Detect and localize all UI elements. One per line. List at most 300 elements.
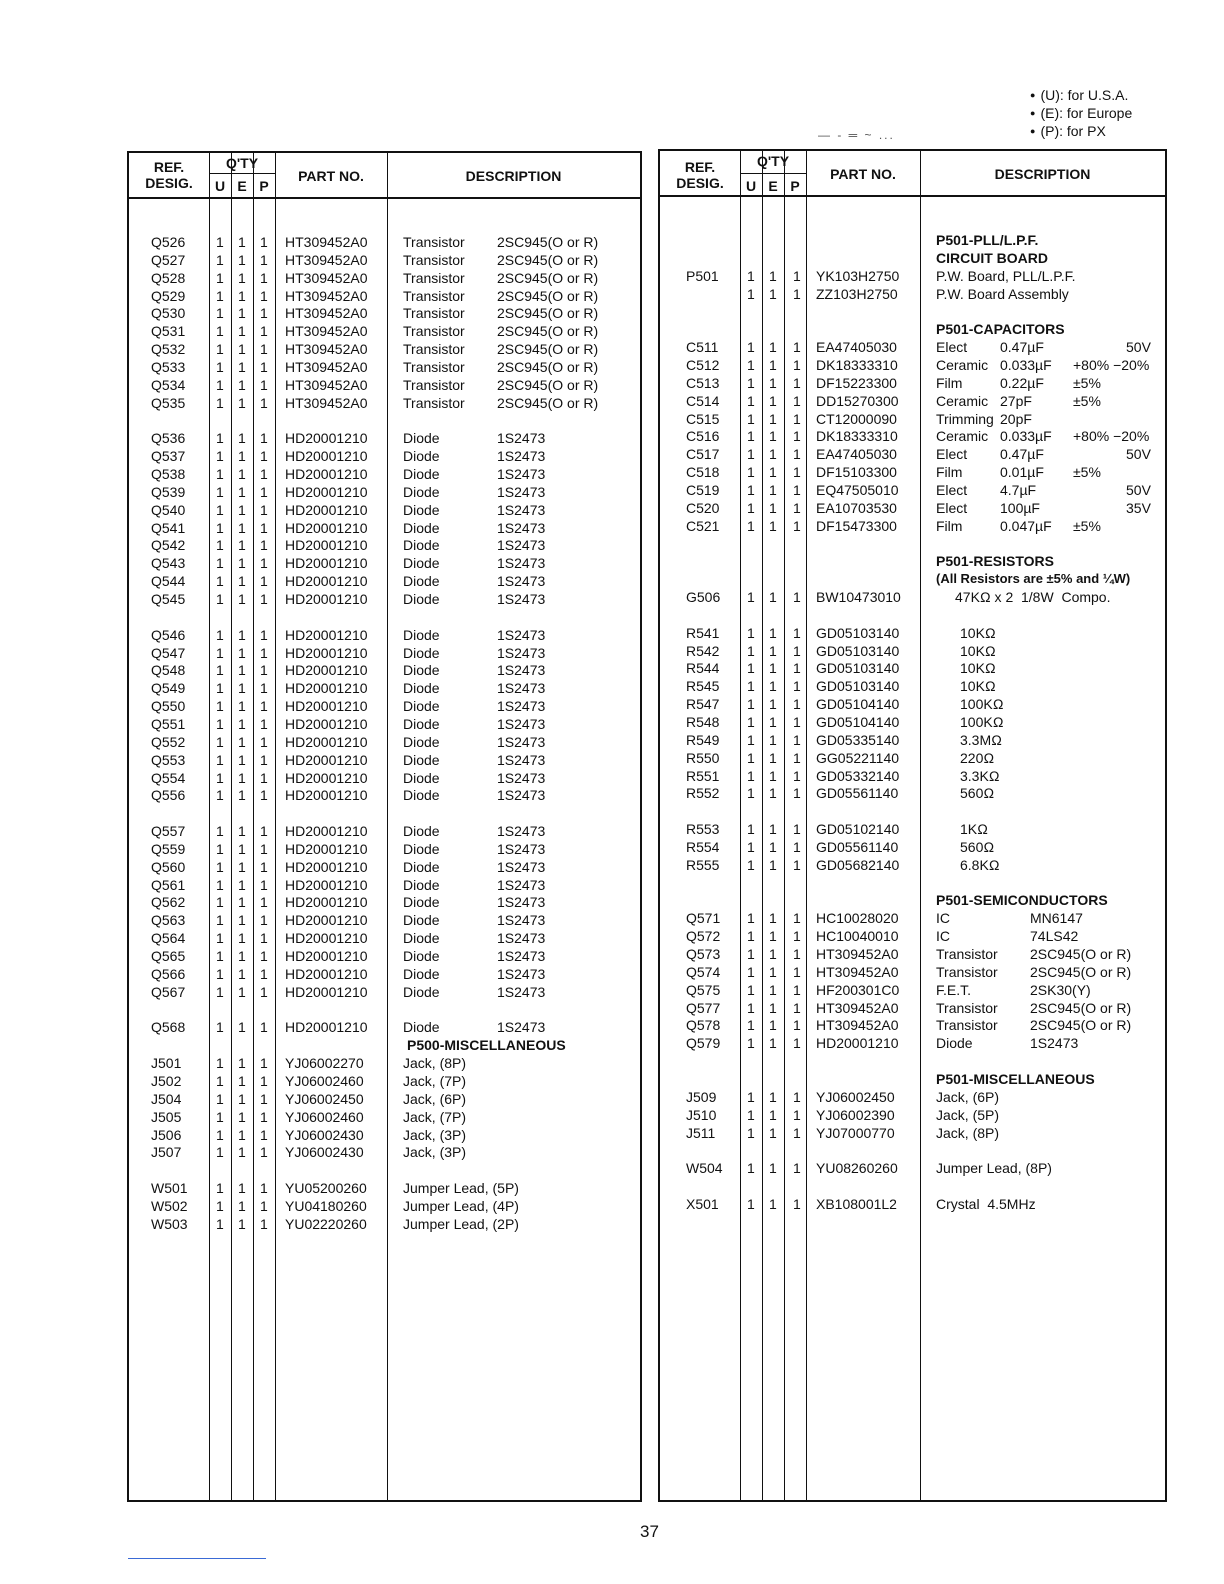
table-row [129, 1215, 640, 1233]
qty-p: 1 [793, 267, 801, 284]
description: Transistor [403, 341, 465, 358]
description: Jack, (8P) [936, 1124, 1000, 1141]
part-no: HD20001210 [285, 715, 368, 732]
header-description: DESCRIPTION [994, 166, 1091, 182]
qty-p: 1 [793, 392, 801, 409]
qty-p: 1 [793, 589, 801, 605]
qty-u: 1 [216, 823, 224, 840]
qty-u: 1 [216, 537, 224, 554]
qty-u: 1 [747, 785, 755, 802]
qty-p: 1 [793, 696, 801, 713]
qty-u: 1 [216, 983, 224, 1000]
qty-p: 1 [793, 642, 801, 659]
part-no: DF15223300 [816, 374, 897, 391]
table-row [660, 1088, 1165, 1106]
qty-e: 1 [238, 341, 246, 358]
part-no: CT12000090 [816, 410, 897, 427]
table-row [129, 911, 640, 929]
table-row [660, 820, 1165, 838]
qty-e: 1 [238, 698, 246, 715]
qty-e: 1 [769, 981, 777, 998]
qty-e: 1 [769, 678, 777, 695]
part-no: YJ06002460 [285, 1072, 364, 1089]
part-no: GD05103140 [816, 624, 900, 641]
description: Jumper Lead, (4P) [403, 1197, 519, 1214]
part-no: HD20001210 [285, 591, 368, 607]
qty-e: 1 [238, 1197, 246, 1214]
table-row [129, 304, 640, 322]
value: 1S2473 [497, 894, 546, 911]
value: 1S2473 [497, 519, 546, 536]
qty-e: 1 [238, 662, 246, 679]
value: 560Ω [960, 838, 995, 855]
qty-e: 1 [238, 930, 246, 947]
ref-desig: Q540 [151, 501, 186, 518]
table-row [660, 981, 1165, 999]
qty-e: 1 [238, 555, 246, 572]
table-row [129, 876, 640, 894]
qty-p: 1 [260, 1072, 268, 1089]
header-qty: Q'TY [225, 155, 259, 171]
value: 0.047µF [1000, 517, 1052, 534]
part-no: HD20001210 [285, 840, 368, 857]
ref-desig: Q533 [151, 358, 186, 375]
description: IC [936, 910, 950, 927]
value: 1S2473 [497, 626, 546, 643]
description: Diode [403, 1019, 440, 1036]
qty-p: 1 [260, 823, 268, 840]
table-row [660, 731, 1165, 749]
qty-u: 1 [216, 876, 224, 893]
qty-p: 1 [260, 1215, 268, 1232]
ref-desig: R553 [686, 821, 720, 838]
qty-p: 1 [260, 430, 268, 447]
value: 220Ω [960, 749, 995, 766]
qty-p: 1 [793, 678, 801, 695]
qty-e: 1 [238, 876, 246, 893]
qty-e: 1 [769, 838, 777, 855]
qty-p: 1 [260, 448, 268, 465]
qty-e: 1 [238, 323, 246, 340]
description: Jack, (3P) [403, 1126, 467, 1143]
ref-desig: Q531 [151, 323, 186, 340]
part-no: HD20001210 [285, 448, 368, 465]
part-no: HD20001210 [285, 501, 368, 518]
description: Diode [403, 787, 440, 804]
value: 1S2473 [497, 662, 546, 679]
qty-p: 1 [793, 464, 801, 481]
part-no: YU04180260 [285, 1197, 367, 1214]
part-no: HT309452A0 [816, 963, 899, 980]
table-row [660, 749, 1165, 767]
table-row [660, 642, 1165, 660]
qty-u: 1 [216, 698, 224, 715]
ref-desig: R555 [686, 856, 720, 873]
table-row [129, 251, 640, 269]
value: 1S2473 [497, 858, 546, 875]
description: Transistor [403, 323, 465, 340]
qty-u: 1 [747, 821, 755, 838]
description: Elect [936, 499, 968, 516]
header-part-no: PART NO. [298, 168, 364, 184]
ref-desig: Q549 [151, 680, 186, 697]
header-qty: Q'TY [756, 153, 790, 169]
part-no: DD15270300 [816, 392, 899, 409]
table-row [129, 858, 640, 876]
qty-u: 1 [216, 501, 224, 518]
ref-desig: Q550 [151, 698, 186, 715]
table-row [129, 1143, 640, 1161]
qty-e: 1 [769, 624, 777, 641]
ref-desig: R552 [686, 785, 720, 802]
qty-p: 1 [260, 787, 268, 804]
tolerance: 50V [1126, 339, 1151, 356]
qty-u: 1 [216, 358, 224, 375]
qty-u: 1 [747, 749, 755, 766]
part-no: YJ06002430 [285, 1126, 364, 1143]
qty-e: 1 [769, 1035, 777, 1052]
value: 1S2473 [497, 769, 546, 786]
table-row [660, 463, 1165, 481]
value: 1S2473 [497, 466, 546, 483]
value: 2SC945(O or R) [497, 358, 599, 375]
qty-e: 1 [238, 858, 246, 875]
qty-e: 1 [238, 537, 246, 554]
qty-p: 1 [793, 446, 801, 463]
qty-u: 1 [216, 1180, 224, 1197]
qty-p: 1 [260, 626, 268, 643]
part-no: HT309452A0 [285, 394, 368, 411]
part-no: HD20001210 [285, 555, 368, 572]
description: Transistor [403, 269, 465, 286]
description: IC [936, 928, 950, 945]
ref-desig: X501 [686, 1195, 719, 1212]
table-row [129, 429, 640, 447]
value: 2SC945(O or R) [1030, 946, 1132, 962]
qty-u: 1 [216, 840, 224, 857]
ref-desig: Q559 [151, 840, 186, 857]
qty-e: 1 [238, 394, 246, 411]
part-no: HT309452A0 [285, 358, 368, 375]
qty-u: 1 [216, 644, 224, 661]
description: Ceramic [936, 356, 989, 373]
description: Diode [403, 983, 440, 1000]
description: Transistor [936, 963, 998, 980]
part-no: YJ06002450 [285, 1090, 364, 1107]
header-e: E [768, 178, 778, 194]
qty-p: 1 [793, 1124, 801, 1141]
value: 0.47µF [1000, 339, 1044, 356]
value: 1S2473 [497, 483, 546, 500]
qty-e: 1 [238, 501, 246, 518]
value: 1S2473 [497, 715, 546, 732]
qty-p: 1 [793, 517, 801, 534]
part-no: YJ06002390 [816, 1106, 895, 1123]
part-no: HD20001210 [285, 483, 368, 500]
qty-u: 1 [216, 591, 224, 607]
qty-p: 1 [260, 555, 268, 572]
qty-u: 1 [747, 696, 755, 713]
qty-e: 1 [238, 751, 246, 768]
ref-desig: C514 [686, 392, 720, 409]
qty-e: 1 [238, 680, 246, 697]
part-no: YU08260260 [816, 1160, 898, 1177]
qty-e: 1 [238, 1144, 246, 1161]
description: Diode [403, 912, 440, 929]
value: 4.7µF [1000, 481, 1037, 498]
table-row [129, 983, 640, 1001]
region-legend [1030, 86, 1132, 140]
ref-desig: Q568 [151, 1019, 186, 1036]
qty-u: 1 [216, 466, 224, 483]
qty-e: 1 [238, 787, 246, 804]
qty-u: 1 [216, 394, 224, 411]
qty-p: 1 [793, 285, 801, 302]
ref-desig: Q529 [151, 287, 186, 304]
description: Diode [403, 644, 440, 661]
description: Diode [936, 1035, 973, 1052]
qty-e: 1 [238, 769, 246, 786]
description: Jumper Lead, (2P) [403, 1215, 519, 1232]
description: Crystal 4.5MHz [936, 1195, 1036, 1212]
qty-u: 1 [216, 305, 224, 322]
table-row [129, 554, 640, 572]
qty-p: 1 [260, 858, 268, 875]
qty-p: 1 [793, 999, 801, 1016]
ref-desig: W502 [151, 1197, 188, 1214]
qty-p: 1 [260, 341, 268, 358]
part-no: EA47405030 [816, 339, 897, 356]
description: F.E.T. [936, 981, 972, 998]
header-u: U [214, 178, 226, 194]
qty-u: 1 [216, 715, 224, 732]
part-no: HT309452A0 [816, 999, 899, 1016]
part-no: HT309452A0 [816, 1017, 899, 1034]
description: Diode [403, 894, 440, 911]
part-no: YK103H2750 [816, 267, 900, 284]
qty-u: 1 [216, 1108, 224, 1125]
qty-p: 1 [260, 644, 268, 661]
table-row [129, 233, 640, 251]
qty-u: 1 [747, 374, 755, 391]
part-no: GD05335140 [816, 731, 900, 748]
qty-u: 1 [747, 910, 755, 927]
qty-u: 1 [216, 769, 224, 786]
qty-e: 1 [238, 733, 246, 750]
qty-p: 1 [793, 856, 801, 873]
value: MN6147 [1030, 910, 1083, 927]
qty-p: 1 [260, 501, 268, 518]
ref-desig: C515 [686, 410, 720, 427]
table-row [660, 517, 1165, 535]
qty-e: 1 [769, 517, 777, 534]
ref-desig: Q564 [151, 930, 186, 947]
table-row [129, 394, 640, 412]
qty-u: 1 [747, 356, 755, 373]
qty-p: 1 [793, 339, 801, 356]
ref-desig: J507 [151, 1144, 182, 1161]
qty-u: 1 [747, 731, 755, 748]
qty-e: 1 [769, 428, 777, 445]
value: 47KΩ x 2 1/8W Compo. [955, 589, 1111, 605]
table-row [660, 1124, 1165, 1142]
description: Jack, (6P) [936, 1088, 1000, 1105]
qty-u: 1 [216, 858, 224, 875]
description: Trimming [936, 410, 994, 427]
qty-p: 1 [793, 1017, 801, 1034]
ref-desig: Q546 [151, 626, 186, 643]
ref-desig: Q526 [151, 234, 186, 250]
value: 1S2473 [497, 733, 546, 750]
qty-e: 1 [769, 963, 777, 980]
value: 1S2473 [497, 555, 546, 572]
qty-p: 1 [260, 376, 268, 393]
table-row [129, 1126, 640, 1144]
ref-desig: Q548 [151, 662, 186, 679]
ref-desig: Q547 [151, 644, 186, 661]
qty-e: 1 [238, 234, 246, 250]
value: 1S2473 [497, 430, 546, 447]
qty-p: 1 [793, 1195, 801, 1212]
qty-p: 1 [260, 519, 268, 536]
ref-desig: Q553 [151, 751, 186, 768]
qty-p: 1 [260, 287, 268, 304]
part-no: HD20001210 [285, 698, 368, 715]
part-no: DF15103300 [816, 464, 897, 481]
qty-e: 1 [238, 591, 246, 607]
part-no: YJ06002270 [285, 1055, 364, 1072]
ref-desig: Q567 [151, 983, 186, 1000]
qty-p: 1 [793, 785, 801, 802]
ref-desig: Q557 [151, 823, 186, 840]
part-no: YJ07000770 [816, 1124, 895, 1141]
description: Transistor [403, 376, 465, 393]
part-no: HD20001210 [285, 662, 368, 679]
description: Film [936, 517, 963, 534]
value: 2SC945(O or R) [497, 341, 599, 358]
qty-u: 1 [216, 787, 224, 804]
qty-p: 1 [260, 305, 268, 322]
qty-p: 1 [260, 1090, 268, 1107]
table-row [129, 447, 640, 465]
qty-p: 1 [793, 374, 801, 391]
qty-e: 1 [769, 660, 777, 677]
description: Diode [403, 858, 440, 875]
value: 1S2473 [497, 823, 546, 840]
ref-desig: Q551 [151, 715, 186, 732]
description: Jack, (7P) [403, 1072, 467, 1089]
ref-desig: J509 [686, 1088, 717, 1105]
value: 1S2473 [497, 591, 546, 607]
part-no: GD05103140 [816, 678, 900, 695]
qty-u: 1 [747, 267, 755, 284]
description: P.W. Board Assembly [936, 285, 1069, 302]
part-no: GD05102140 [816, 821, 900, 838]
value: 2SC945(O or R) [497, 305, 599, 322]
qty-u: 1 [216, 430, 224, 447]
qty-p: 1 [260, 591, 268, 607]
description: Diode [403, 769, 440, 786]
part-no: YJ06002450 [816, 1088, 895, 1105]
qty-p: 1 [793, 946, 801, 962]
part-no: HD20001210 [285, 894, 368, 911]
qty-e: 1 [769, 374, 777, 391]
ref-desig: G506 [686, 589, 721, 605]
qty-e: 1 [769, 446, 777, 463]
table-row [660, 1195, 1165, 1213]
part-no: GD05682140 [816, 856, 900, 873]
part-no: HD20001210 [285, 680, 368, 697]
qty-p: 1 [793, 1088, 801, 1105]
ref-desig: C519 [686, 481, 720, 498]
qty-e: 1 [238, 983, 246, 1000]
table-row [129, 501, 640, 519]
qty-e: 1 [238, 912, 246, 929]
description: Transistor [936, 999, 998, 1016]
qty-e: 1 [238, 644, 246, 661]
table-row [129, 572, 640, 590]
ref-desig: Q534 [151, 376, 186, 393]
qty-p: 1 [260, 769, 268, 786]
part-no: HT309452A0 [285, 323, 368, 340]
tolerance: +80% −20% [1073, 428, 1150, 445]
table-row [129, 519, 640, 537]
table-row [129, 626, 640, 644]
part-no: HD20001210 [285, 626, 368, 643]
part-no: HD20001210 [285, 1019, 368, 1036]
part-no: HD20001210 [285, 858, 368, 875]
table-row [129, 697, 640, 715]
qty-u: 1 [747, 981, 755, 998]
qty-u: 1 [216, 1144, 224, 1161]
qty-e: 1 [769, 339, 777, 356]
ref-desig: Q538 [151, 466, 186, 483]
qty-u: 1 [747, 856, 755, 873]
table-row [129, 358, 640, 376]
qty-e: 1 [238, 1055, 246, 1072]
qty-u: 1 [216, 323, 224, 340]
value: 10KΩ [960, 678, 996, 695]
part-no: GD05561140 [816, 838, 899, 855]
part-no: HD20001210 [285, 948, 368, 964]
table-row [129, 1072, 640, 1090]
part-no: HT309452A0 [285, 234, 368, 250]
qty-e: 1 [769, 642, 777, 659]
qty-e: 1 [769, 1088, 777, 1105]
parts-table-right [658, 149, 1167, 1502]
part-no: YU02220260 [285, 1215, 367, 1232]
qty-p: 1 [793, 749, 801, 766]
qty-p: 1 [793, 821, 801, 838]
description: Jack, (6P) [403, 1090, 467, 1107]
part-no: GD05103140 [816, 660, 900, 677]
table-row [660, 624, 1165, 642]
ref-desig: R542 [686, 642, 720, 659]
table-row [660, 909, 1165, 927]
qty-u: 1 [216, 1215, 224, 1232]
part-no: GG05221140 [816, 749, 900, 766]
value: 2SC945(O or R) [1030, 963, 1132, 980]
qty-e: 1 [238, 519, 246, 536]
ref-desig: Q562 [151, 894, 186, 911]
value: 560Ω [960, 785, 995, 802]
qty-p: 1 [260, 876, 268, 893]
description: Diode [403, 483, 440, 500]
part-no: HD20001210 [285, 912, 368, 929]
qty-p: 1 [793, 356, 801, 373]
qty-u: 1 [747, 446, 755, 463]
qty-u: 1 [747, 838, 755, 855]
